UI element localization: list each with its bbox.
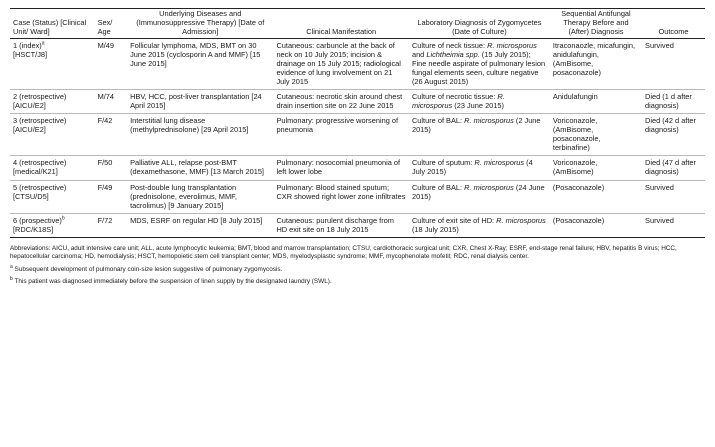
- footnote-a: [10, 263, 705, 274]
- footnote-abbreviations: Abbreviations: AICU, adult intensive care unit; ALL, acute lymphocytic leukemia; BMT, blood and marrow transplantation; CTSU, cardiothoracic surgical unit; CXR, Chest X-Ray; ESRF, end-stage renal failure; HBV, hepatitis B virus; HCC, hepatocellular carcinoma; HD, hemodialysis; HSCT, hemopoietic stem cell transplant center; MDS, myelodysplastic syndrome; MMF, mycophenolate mofetil; RDC, renal dialysis center.: [10, 244, 677, 261]
- case-id: 2 (retrospective): [13, 92, 67, 102]
- case-id: 3 (retrospective): [13, 116, 67, 126]
- cell-case: [10, 156, 95, 180]
- case-footnote-mark: b: [61, 215, 65, 222]
- cell-underlying: Post-double lung transplantation (prednisolone, everolimus, MMF, tacrolimus) [9 January 2015]: [127, 180, 273, 213]
- cell-case: [10, 180, 95, 213]
- lab-organism: R. microsporus: [474, 158, 525, 168]
- cell-case: [10, 213, 95, 237]
- lab-text-a: Culture of sputum:: [411, 158, 475, 168]
- table-row: [10, 114, 705, 156]
- table-footnotes: [10, 245, 705, 287]
- case-table: [10, 8, 705, 238]
- lab-text-a: Culture of BAL:: [411, 182, 465, 192]
- cell-clinical: Pulmonary: Blood stained sputum; CXR showed right lower zone infiltrates: [273, 180, 409, 213]
- case-id: 6 (prospective): [13, 215, 62, 225]
- case-unit: [AICU/E2]: [13, 101, 46, 111]
- lab-text-b: and: [411, 50, 427, 60]
- lab-text-b: (18 July 2015): [411, 224, 459, 234]
- cell-sex-age: F/50: [95, 156, 128, 180]
- cell-therapy: Voriconazole, (AmBisome, posaconazole, terbinafine): [550, 114, 642, 156]
- cell-outcome: Died (42 d after diagnosis): [642, 114, 705, 156]
- cell-therapy: (Posaconazole): [550, 213, 642, 237]
- header-therapy: Sequential Antifungal Therapy Before and (After) Diagnosis: [550, 9, 642, 39]
- cell-underlying: Follicular lymphoma, MDS, BMT on 30 June 2015 (cyclosporin A and MMF) [15 June 2015]: [127, 39, 273, 90]
- case-id: 5 (retrospective): [13, 182, 67, 192]
- lab-organism-2: Lichtheimia spp.: [426, 50, 480, 60]
- lab-organism: R. microsporus: [496, 215, 546, 225]
- header-underlying: Underlying Diseases and (Immunosuppressive Therapy) [Date of Admission]: [127, 9, 273, 39]
- cell-clinical: Cutaneous: carbuncle at the back of neck on 10 July 2015; incision & drainage on 15 July 2015; radiological evidence of lung involvement on 21 July 2015: [273, 39, 409, 90]
- header-outcome: Outcome: [642, 9, 705, 39]
- lab-organism: R. microsporus: [464, 116, 514, 126]
- header-lab: Laboratory Diagnosis of Zygomycetes (Date of Culture): [409, 9, 550, 39]
- cell-underlying: Palliative ALL, relapse post-BMT (dexamethasone, MMF) [13 March 2015]: [127, 156, 273, 180]
- lab-organism: R. microsporus: [487, 41, 537, 51]
- cell-therapy: Voriconazole, (AmBisome): [550, 156, 642, 180]
- cell-clinical: Cutaneous: purulent discharge from HD exit site on 18 July 2015: [273, 213, 409, 237]
- table-row: [10, 156, 705, 180]
- cell-case: [10, 39, 95, 90]
- cell-therapy: (Posaconazole): [550, 180, 642, 213]
- cell-underlying: MDS, ESRF on regular HD [8 July 2015]: [127, 213, 273, 237]
- case-id: 4 (retrospective): [13, 158, 67, 168]
- lab-text-a: Culture of necrotic tissue:: [411, 92, 498, 102]
- cell-clinical: Pulmonary: nosocomial pneumonia of left lower lobe: [273, 156, 409, 180]
- table-row: [10, 90, 705, 114]
- cell-outcome: Died (1 d after diagnosis): [642, 90, 705, 114]
- table-body: [10, 39, 705, 238]
- cell-outcome: Died (47 d after diagnosis): [642, 156, 705, 180]
- header-case: Case (Status) [Clinical Unit/ Ward]: [10, 9, 95, 39]
- footnote-a-text: Subsequent development of pulmonary coin-size lesion suggestive of pulmonary zygomycosis.: [12, 265, 283, 273]
- lab-text-a: Culture of BAL:: [411, 116, 465, 126]
- lab-text-a: Culture of neck tissue:: [411, 41, 488, 51]
- lab-text-c: (15 July 2015); Fine needle aspirate of pulmonary lesion fungal elements seen, culture negative (26 August 2015): [411, 50, 546, 87]
- table-header: [10, 9, 705, 39]
- cell-sex-age: F/49: [95, 180, 128, 213]
- cell-lab: [409, 180, 550, 213]
- cell-underlying: Interstitial lung disease (methylprednisolone) [29 April 2015]: [127, 114, 273, 156]
- cell-therapy: Itraconaozle, micafungin, anidulafungin, (AmBisome, posaconazole): [550, 39, 642, 90]
- footnote-b: [10, 275, 705, 286]
- case-unit: [AICU/E2]: [13, 125, 46, 135]
- case-footnote-mark: a: [41, 40, 45, 47]
- table-row: [10, 180, 705, 213]
- cell-case: [10, 114, 95, 156]
- cell-outcome: Survived: [642, 39, 705, 90]
- cell-sex-age: F/42: [95, 114, 128, 156]
- cell-outcome: Survived: [642, 180, 705, 213]
- case-unit: [medical/K21]: [13, 167, 58, 177]
- case-id: 1 (index): [13, 41, 42, 51]
- cell-lab: [409, 114, 550, 156]
- cell-outcome: Survived: [642, 213, 705, 237]
- cell-clinical: Pulmonary: progressive worsening of pneumonia: [273, 114, 409, 156]
- cell-case: [10, 90, 95, 114]
- cell-lab: [409, 90, 550, 114]
- cell-lab: [409, 213, 550, 237]
- cell-underlying: HBV, HCC, post-liver transplantation [24 April 2015]: [127, 90, 273, 114]
- case-unit: [HSCT/J8]: [13, 50, 48, 60]
- cell-sex-age: F/72: [95, 213, 128, 237]
- case-unit: [RDC/K18S]: [13, 224, 54, 234]
- cell-lab: [409, 156, 550, 180]
- footnote-a-mark: a: [10, 263, 13, 270]
- footnote-b-text: This patient was diagnosed immediately before the suspension of linen supply by the designated laundry (SWL).: [12, 278, 332, 286]
- table-row: [10, 213, 705, 237]
- case-unit: [CTSU/D5]: [13, 191, 49, 201]
- cell-sex-age: M/49: [95, 39, 128, 90]
- lab-text-b: (2 June 2015): [411, 116, 541, 135]
- header-sex-age: Sex/ Age: [95, 9, 128, 39]
- cell-sex-age: M/74: [95, 90, 128, 114]
- cell-lab: [409, 39, 550, 90]
- footnote-b-mark: b: [10, 275, 13, 282]
- lab-text-b: (4 July 2015): [411, 158, 533, 177]
- lab-organism: R. microsporus: [411, 92, 505, 111]
- cell-therapy: Anidulafungin: [550, 90, 642, 114]
- lab-text-b: (24 June 2015): [411, 182, 545, 201]
- cell-clinical: Cutaneous: necrotic skin around chest drain insertion site on 22 June 2015: [273, 90, 409, 114]
- table-row: [10, 39, 705, 90]
- header-clinical: Clinical Manifestation: [273, 9, 409, 39]
- lab-text-a: Culture of exit site of HD:: [411, 215, 497, 225]
- lab-text-b: (23 June 2015): [452, 101, 504, 111]
- lab-organism: R. microsporus: [464, 182, 514, 192]
